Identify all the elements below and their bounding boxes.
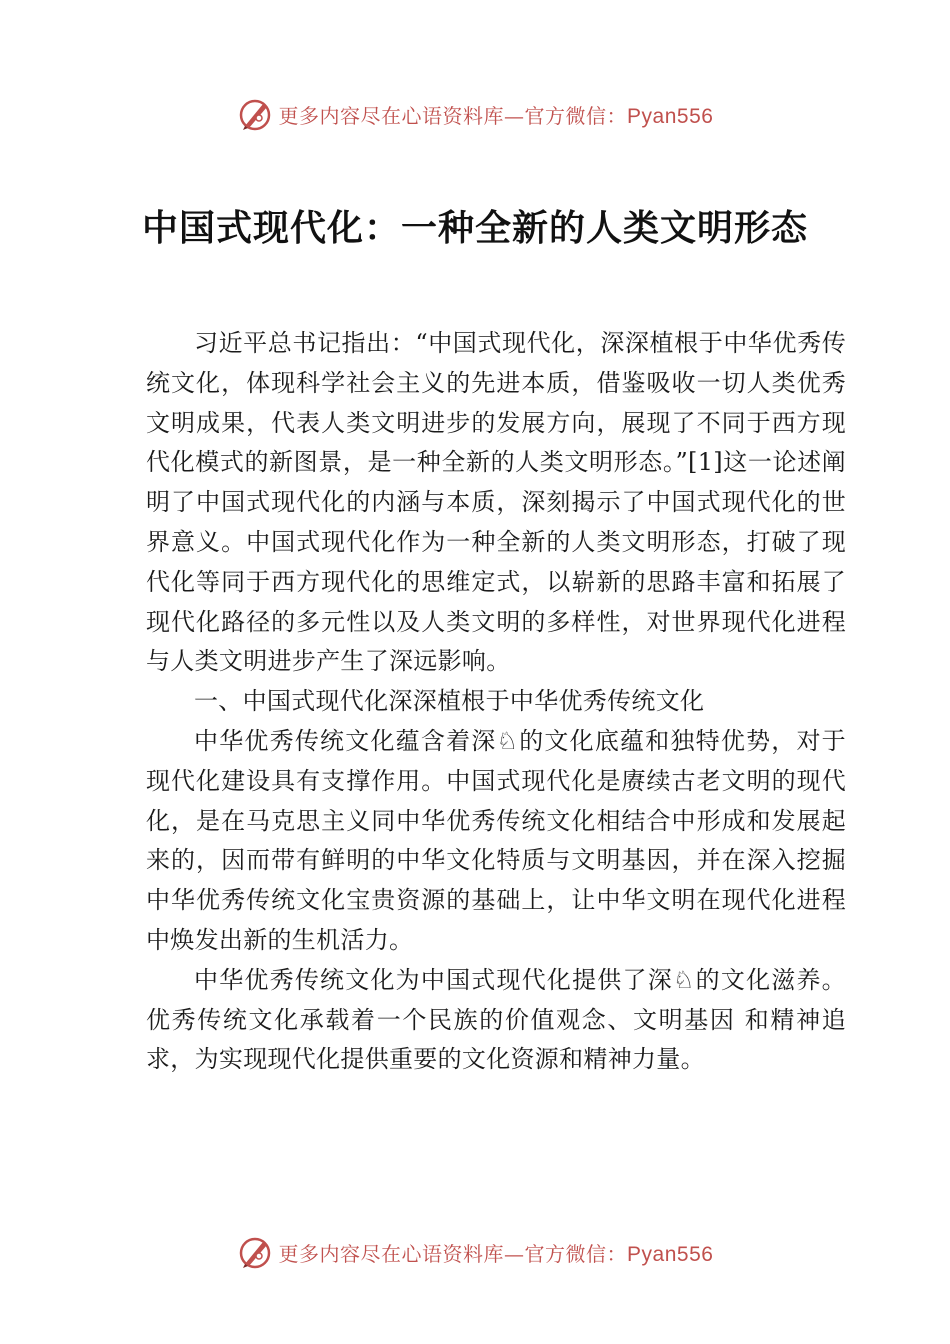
document-body xyxy=(146,324,846,1080)
footer-banner xyxy=(0,1232,950,1272)
wechat-id: Pyan556 xyxy=(627,1242,714,1266)
banner-caption: 更多内容尽在心语资料库—官方微信： xyxy=(278,103,628,128)
banner-text xyxy=(279,100,714,129)
section-heading: 一、中国式现代化深深植根于中华优秀传统文化 xyxy=(194,687,705,716)
intro-paragraph: 习近平总书记指出：“中国式现代化，深深植根于中华优秀传统文化，体现科学社会主义的先进本质，借鉴吸收一切人类优秀文明成果，代表人类文明进步的发展方向，展现了不同于西方现代化模式的新图景，是一种全新的人类文明形态。”[1]这一论述阐明了中国式现代化的内涵与本质，深刻揭示了中国式现代化的世界意义。中国式现代化作为一种全新的人类文明形态，打破了现代化等同于西方现代化的思维定式，以崭新的思路丰富和拓展了现代化路径的多元性以及人类文明的多样性，对世界现代化进程与人类文明进步产生了深远影响。 xyxy=(146,329,846,676)
body-paragraph: 中华优秀传统文化蕴含着深♘的文化底蕴和独特优势，对于现代化建设具有支撑作用。中国式现代化是赓续古老文明的现代化，是在马克思主义同中华优秀传统文化相结合中形成和发展起来的，因而带有鲜明的中华文化特质与文明基因，并在深入挖掘中华优秀传统文化宝贵资源的基础上，让中华文明在现代化进程中焕发出新的生机活力。 xyxy=(146,726,846,954)
banner-caption: 更多内容尽在心语资料库—官方微信： xyxy=(278,1241,628,1266)
wechat-id: Pyan556 xyxy=(627,104,714,128)
document-title: 中国式现代化：一种全新的人类文明形态 xyxy=(141,207,808,249)
pen-logo-icon xyxy=(237,1234,273,1270)
body-paragraph: 中华优秀传统文化为中国式现代化提供了深♘的文化滋养。优秀传统文化承载着一个民族的价值观念、文明基因 和精神追求，为实现现代化提供重要的文化资源和精神力量。 xyxy=(146,965,846,1074)
pen-logo-icon xyxy=(237,96,273,132)
header-banner xyxy=(0,94,950,134)
banner-text xyxy=(279,1238,714,1267)
